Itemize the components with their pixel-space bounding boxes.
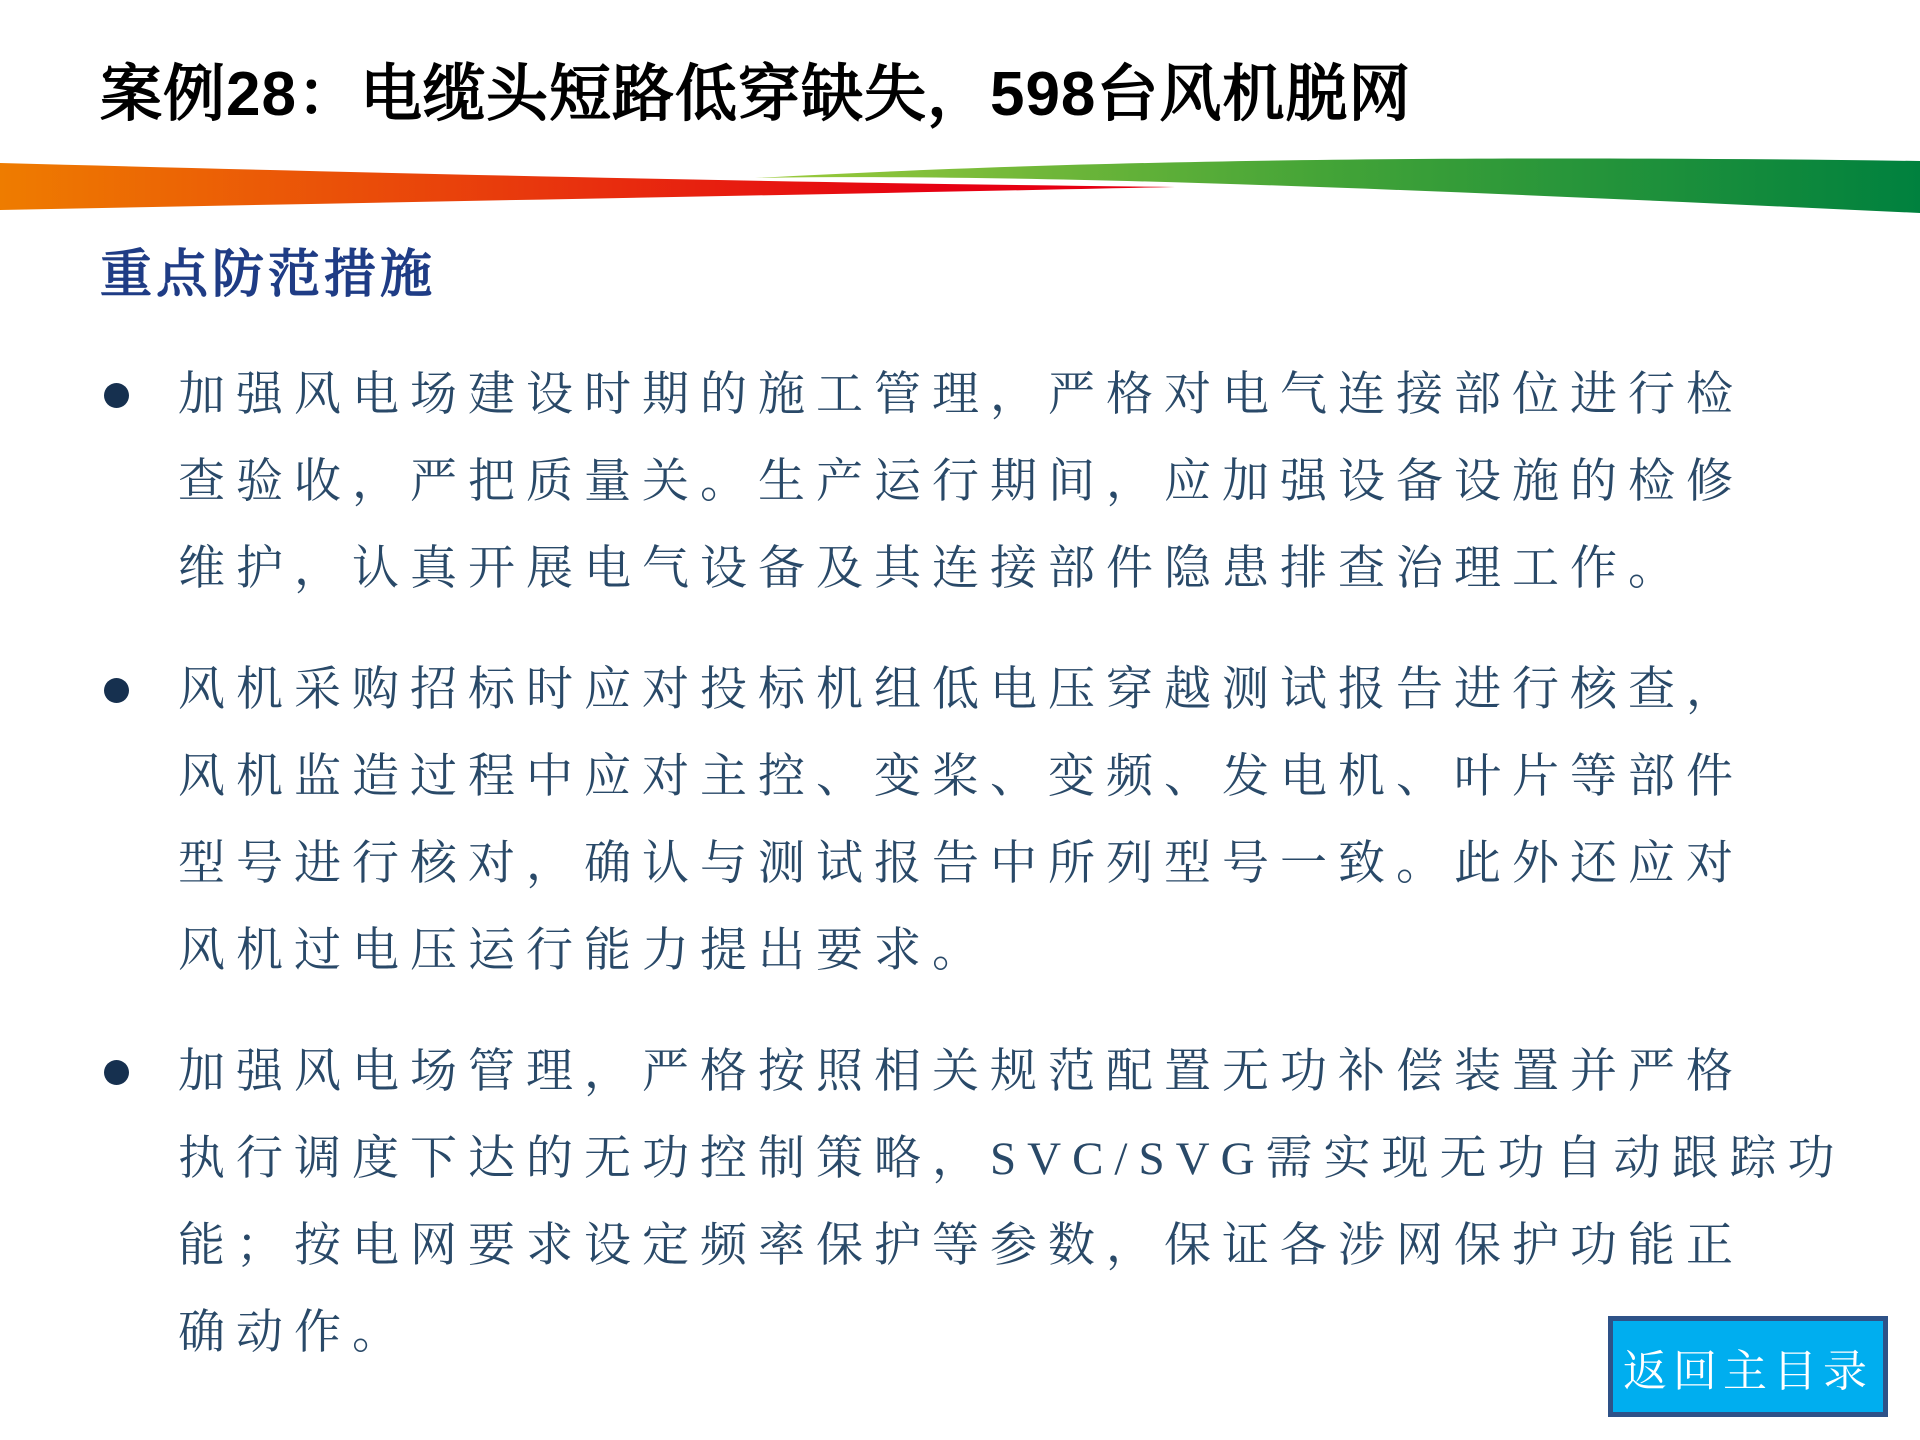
bullet-text-line: 型号进行核对，确认与测试报告中所列型号一致。此外还应对	[178, 838, 1744, 890]
bullet-item	[100, 647, 1820, 995]
bullet-text-line: 风机监造过程中应对主控、变桨、变频、发电机、叶片等部件	[178, 751, 1744, 803]
bullet-text-line: 加强风电场管理，严格按照相关规范配置无功补偿装置并严格	[178, 1046, 1744, 1098]
bullet-icon	[104, 383, 129, 408]
bullet-icon	[104, 678, 129, 703]
slide-title: 案例28：电缆头短路低穿缺失，598台风机脱网	[100, 60, 1412, 129]
bullet-text	[178, 352, 1820, 613]
bullet-text-line: 风机过电压运行能力提出要求。	[178, 925, 990, 977]
ribbon-divider	[0, 128, 1920, 220]
bullet-icon	[104, 1060, 129, 1085]
bullet-text-line: 查验收，严把质量关。生产运行期间，应加强设备设施的检修	[178, 456, 1744, 508]
bullet-text-line: 加强风电场建设时期的施工管理，严格对电气连接部位进行检	[178, 369, 1744, 421]
bullet-item	[100, 352, 1820, 613]
bullet-text-line: 确动作。	[178, 1307, 410, 1359]
bullet-text-line: 执行调度下达的无功控制策略，SVC/SVG需实现无功自动跟踪功	[178, 1133, 1846, 1185]
back-button-label: 返回主目录	[1623, 1346, 1873, 1396]
bullet-text-line: 能；按电网要求设定频率保护等参数，保证各涉网保护功能正	[178, 1220, 1744, 1272]
bullet-text-line: 风机采购招标时应对投标机组低电压穿越测试报告进行核查，	[178, 664, 1744, 716]
bullet-text	[178, 647, 1820, 995]
bullet-text-line: 维护，认真开展电气设备及其连接部件隐患排查治理工作。	[178, 543, 1686, 595]
section-heading: 重点防范措施	[100, 246, 437, 304]
bullet-list	[100, 352, 1846, 1411]
back-to-main-menu-button[interactable]	[1608, 1316, 1888, 1417]
